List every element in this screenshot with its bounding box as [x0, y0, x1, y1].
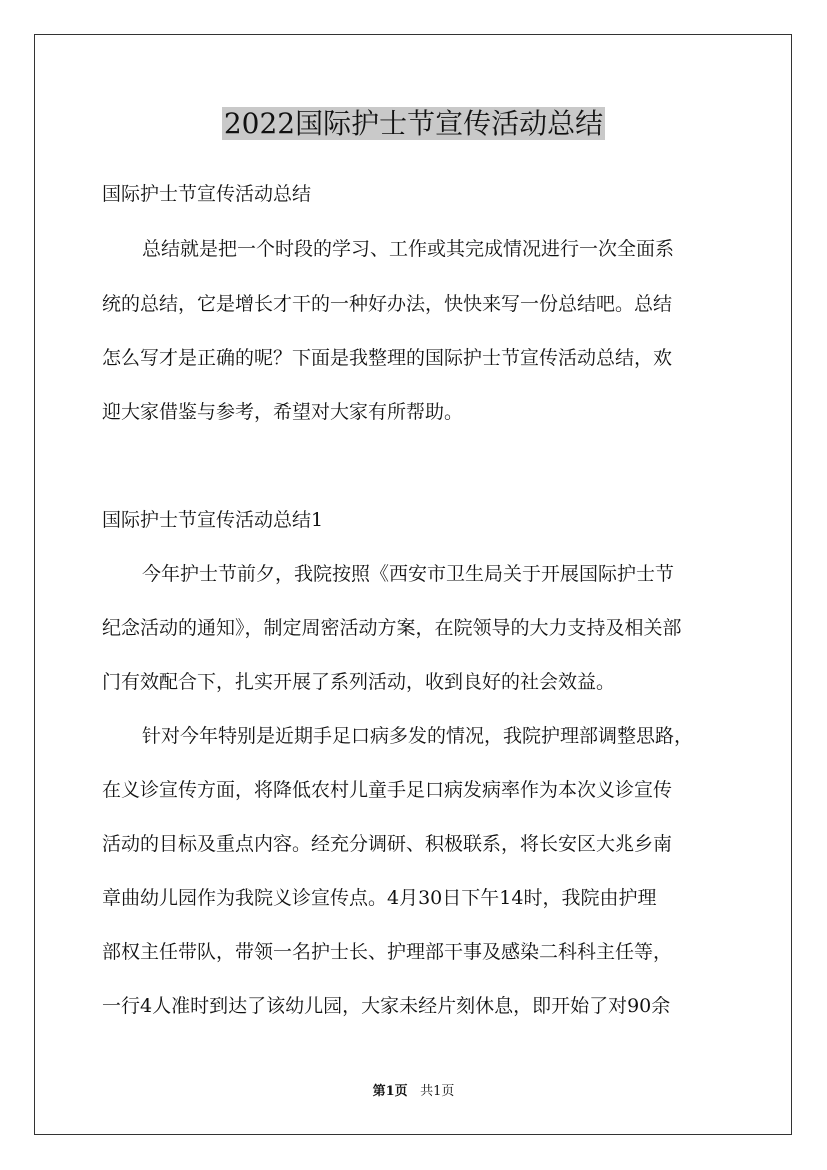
- intro-line-1: 总结就是把一个时段的学习、工作或其完成情况进行一次全面系: [142, 238, 675, 260]
- para2-line-6: 一行4人准时到达了该幼儿园，大家未经片刻休息，即开始了对90余: [102, 995, 671, 1017]
- document-title-text: 2022国际护士节宣传活动总结: [223, 107, 604, 140]
- para2-line-4: 章曲幼儿园作为我院义诊宣传点。4月30日下午14时，我院由护理: [102, 887, 657, 909]
- para2-line-2: 在义诊宣传方面，将降低农村儿童手足口病发病率作为本次义诊宣传: [102, 779, 673, 801]
- document-title: [0, 104, 827, 144]
- intro-line-4: 迎大家借鉴与参考，希望对大家有所帮助。: [102, 401, 464, 423]
- para2-line-1: 针对今年特别是近期手足口病多发的情况，我院护理部调整思路，: [142, 725, 694, 747]
- page-total: 共1页: [420, 1084, 455, 1099]
- section1-heading: 国际护士节宣传活动总结1: [102, 509, 324, 531]
- para2-line-3: 活动的目标及重点内容。经充分调研、积极联系，将长安区大兆乡南: [102, 833, 673, 855]
- document-subtitle: 国际护士节宣传活动总结: [102, 183, 312, 205]
- para1-line-3: 门有效配合下，扎实开展了系列活动，收到良好的社会效益。: [102, 671, 616, 693]
- para2-line-5: 部权主任带队，带领一名护士长、护理部干事及感染二科科主任等，: [102, 941, 673, 963]
- page-number: 第1页: [372, 1084, 408, 1099]
- page-footer: [0, 1084, 827, 1100]
- intro-line-2: 统的总结，它是增长才干的一种好办法，快快来写一份总结吧。总结: [102, 293, 673, 315]
- para1-line-2: 纪念活动的通知》，制定周密活动方案，在院领导的大力支持及相关部: [102, 617, 682, 639]
- intro-line-3: 怎么写才是正确的呢？下面是我整理的国际护士节宣传活动总结，欢: [102, 347, 673, 369]
- para1-line-1: 今年护士节前夕，我院按照《西安市卫生局关于开展国际护士节: [142, 563, 675, 585]
